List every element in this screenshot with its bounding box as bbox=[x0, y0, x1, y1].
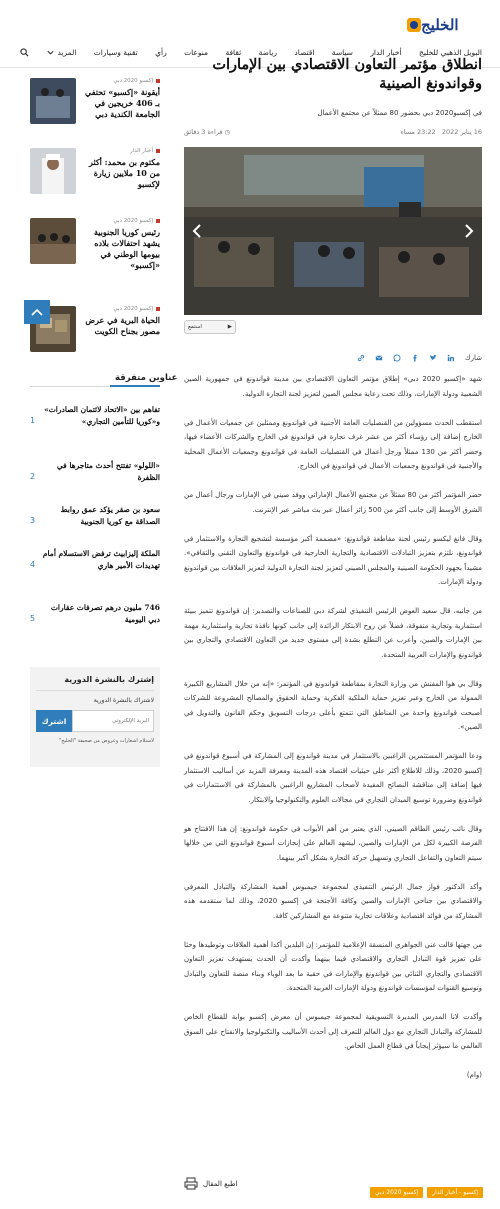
related-number: 3 bbox=[30, 516, 36, 525]
article-paragraph: من جانبه، قال سعيد العوض الرئيس التنفيذي لشركة دبي للصناعات والتصدير: إن قواندونغ تتميز ببيئة استثمارية وتجارية متفوقة، فضلاً عن روح الابتكار الرائدة إلى جانب كونها نافذة تجارية واستثمارية مهمة بين الإمارات والصين، وأعرب عن التطلع بشدة إلى مستوى جديد من التعاون الاقتصادي والتجاري بين قواندونغ والإمارات العربية المتحدة. bbox=[184, 607, 482, 659]
sidebar-category bbox=[82, 306, 160, 312]
nav-item-golden-owl[interactable]: البويل الذهبي للخليج bbox=[418, 47, 482, 57]
tag-expo-dar-news[interactable]: إكسبو - أخبار الدار bbox=[427, 1187, 483, 1198]
article-meta bbox=[184, 128, 482, 136]
whatsapp-icon[interactable] bbox=[393, 354, 401, 362]
sidebar-thumbnail bbox=[30, 218, 76, 264]
print-article-button[interactable] bbox=[184, 1177, 237, 1190]
related-heading: عناوين متفرقة bbox=[115, 373, 178, 383]
article-source: (وام) bbox=[466, 1071, 482, 1079]
play-icon: ▶ bbox=[227, 324, 232, 330]
article-time: 23:22 مساء bbox=[400, 128, 436, 136]
related-item[interactable] bbox=[30, 460, 160, 500]
nav-item-sports[interactable]: رياضة bbox=[258, 47, 277, 57]
article-paragraph: حضر المؤتمر أكثر من 80 ممثلاً عن مجتمع الأعمال الإماراتي ووفد صيني في الإمارات ورجال أعمال من الشرق الأوسط إلى جانب أكثر من 500 زائر أعمال عبر بث مباشر عبر الإنترنت. bbox=[184, 491, 482, 514]
listen-button[interactable] bbox=[184, 320, 236, 334]
sidebar-article[interactable] bbox=[30, 78, 160, 148]
newsletter-box bbox=[30, 667, 160, 767]
site-logo[interactable] bbox=[404, 12, 484, 38]
article-paragraph: ودعا المؤتمر المستثمرين الراغبين بالاستثمار في مدينة قواندونغ إلى المشاركة في أسبوع قواندونغ في إكسبو 2020، وذلك للاطلاع أكثر على حيثيات اقتصاد هذه المدينة ومعرفة المزيد عن أساليب الاستثمار فيها إضافة إلى مناقشة النصائح المفيدة لأصحاب المشاريع الراغبين بالمشاركة في الاستثمارات في قواندونغ وضرورة توسيع الميدان التجاري في مجالات العلوم والتكنولوجيا والابتكار. bbox=[184, 752, 482, 804]
sidebar-category-label: إكسبو 2020 دبي bbox=[113, 78, 153, 84]
article-tags bbox=[370, 1187, 483, 1198]
article-paragraph: من جهتها قالت غني الجواهري المنسقة الإعلامية للمؤتمر: إن البلدين أكدا أهمية العلاقات وتوطيدها وحثا على تعزيز قوة التبادل التجاري والاقتصادي فيما بينهما وأكدت أن الحدث يستهدف تعزيز التعاون الاقتصادي والتجاري الثنائي بين قواندونغ والإمارات في حقبة ما بعد الوباء وبناء منصة للتعاون والتبادل وتوسيع القنوات لمؤسسات قواندونغ ودولة الإمارات العربية المتحدة. bbox=[184, 940, 482, 992]
related-item[interactable] bbox=[30, 548, 160, 588]
article-hero-image[interactable] bbox=[184, 147, 482, 315]
link-icon[interactable] bbox=[357, 354, 365, 362]
logo-text: الخليج bbox=[421, 16, 459, 34]
nav-item-politics[interactable]: سياسة bbox=[331, 47, 353, 57]
chevron-down-icon bbox=[46, 48, 55, 57]
sidebar-category bbox=[82, 148, 160, 154]
facebook-icon[interactable] bbox=[411, 354, 419, 362]
related-number: 4 bbox=[30, 560, 36, 569]
article-lead: في إكسبو2020 دبي بحضور 80 ممثلاً عن مجتمع الأعمال bbox=[317, 109, 482, 117]
related-number: 1 bbox=[30, 416, 36, 425]
logo-icon bbox=[407, 18, 421, 32]
sidebar-category bbox=[82, 78, 160, 84]
category-marker-icon bbox=[156, 307, 160, 311]
twitter-icon[interactable] bbox=[429, 354, 437, 362]
newsletter-email-input[interactable] bbox=[72, 710, 154, 732]
sidebar-title: أيقونة «إكسبو» تحتفي بـ 406 خريجين في الجامعة الكندية دبي bbox=[85, 87, 160, 119]
nav-item-more[interactable] bbox=[46, 48, 76, 57]
chevron-up-icon bbox=[31, 308, 43, 316]
sidebar-category-label: إكسبو 2020 دبي bbox=[113, 306, 153, 312]
print-label: اطبع المقال bbox=[203, 1179, 238, 1188]
article-paragraph: شهد «إكسبو 2020 دبي» إطلاق مؤتمر التعاون الاقتصادي بين مدينة قواندونغ في جمهورية الصين الشعبية ودولة الإمارات، وذلك تحت رعاية مجلس الصين لتعزيز لجنة التجارة الدولية. bbox=[184, 375, 483, 398]
related-title: 746 مليون درهم تصرفات عقارات دبي اليومية bbox=[50, 603, 160, 624]
read-time bbox=[184, 128, 230, 136]
newsletter-subscribe-button[interactable]: اشترك bbox=[36, 710, 72, 732]
email-icon[interactable] bbox=[375, 354, 383, 362]
article-paragraph: وقال نائب رئيس الطاقم الصيني، الذي يعتبر من أهم الأبواب في حكومة قواندونغ: إن هذا الافتتاح هو الفرصة الكبيرة لكل من الإمارات والصين، ليشهد العالم على إنجازات أسبوع قواندونغ التي من خلالها سيتم التعاون والتفاعل التجاري وتسهيل حركة التجارة بشكل أكبر بينهما. bbox=[184, 824, 482, 862]
search-icon[interactable] bbox=[20, 48, 29, 57]
article-paragraph: استقطب الحدث مسؤولين من القنصليات العامة الأجنبية في قواندونغ وممثلين عن جمعيات الأعمال في الخارج إضافة إلى رؤساء أكثر من عشر غرف تجارة في قواندونغ في الخارج والشركات الأعضاء فيها، وحضر أكثر من 130 ممثلاً ورجل أعمال في القنصليات العامة في قواندونغ وجمعيات الأعمال المحلية والأجنبية في قواندونغ وجمعيات الأعمال في قواندونغ في الخارج. bbox=[184, 418, 482, 470]
scroll-to-top-button[interactable] bbox=[24, 300, 50, 324]
related-title: الملكة إليزابيث ترفض الاستسلام أمام تهديدات الأمير هاري bbox=[42, 549, 160, 570]
nav-item-variety[interactable]: منوعات bbox=[184, 47, 209, 57]
article-header bbox=[184, 55, 482, 136]
sidebar-thumbnail bbox=[30, 148, 76, 194]
sidebar-article[interactable] bbox=[30, 148, 160, 218]
sidebar-text bbox=[82, 148, 160, 190]
sidebar-category-label: إكسبو 2020 دبي bbox=[113, 218, 153, 224]
article-title bbox=[184, 55, 482, 98]
category-marker-icon bbox=[156, 79, 160, 83]
related-item[interactable] bbox=[30, 404, 160, 444]
linkedin-icon[interactable] bbox=[447, 354, 455, 362]
sidebar-category-label: أخبار الدار bbox=[130, 148, 153, 154]
nav-item-opinion[interactable]: رأي bbox=[155, 47, 167, 57]
nav-item-tech-cars[interactable]: تقنية وسيارات bbox=[93, 47, 138, 57]
conference-photo bbox=[184, 147, 482, 315]
nav-item-dar-news[interactable]: أخبار الدار bbox=[370, 47, 402, 57]
category-marker-icon bbox=[156, 149, 160, 153]
sidebar-title: الحياة البرية في عرض مصور بجناح الكويت bbox=[85, 315, 160, 336]
article-body bbox=[184, 372, 482, 1097]
article-paragraph: وقال بي هوا المفتش من وزارة التجارة بمقاطعة قواندونغ في المؤتمر: «إنه من خلال المشاريع الكبيرة الممولة من الخارج وعبر تعزيز حماية الملكية الفكرية وحماية الحقوق والمصالح المشروعة للشركات أصبحت قواندونغ واحدة من المناطق التي تتمتع بأعلى درجات التسويق وحكم القانون والتدويل في الصين». bbox=[184, 679, 482, 731]
nav-item-economy[interactable]: اقتصاد bbox=[294, 47, 315, 57]
article-datetime bbox=[401, 128, 482, 136]
related-title: تفاهم بين «الاتحاد لائتمان الصادرات» و«كوريا للتأمين التجاري» bbox=[44, 405, 160, 426]
sidebar-text bbox=[82, 78, 160, 120]
related-number: 2 bbox=[30, 472, 36, 481]
article-paragraph: وأكد الدكتور فواز جمال الرئيس التنفيذي لمجموعة جيمبوس أهمية المشاركة والتبادل المعرفي والاقتصادي بين جناحي الإمارات والصين وكافة الأجنحة في إكسبو 2020، وذلك لما ستقدمه هذه المشاركة من فوائد اقتصادية وعلاقات تجارية متنوعة مع المشاركين كافة. bbox=[184, 882, 482, 920]
sidebar-text bbox=[82, 218, 160, 271]
sidebar-title: رئيس كوريا الجنوبية يشهد احتفالات بلاده بيومها الوطني في «إكسبو» bbox=[93, 227, 160, 270]
category-marker-icon bbox=[156, 219, 160, 223]
newsletter-consent: لاستلام اشعارات وعروض من صحيفة "الخليج" bbox=[58, 738, 154, 744]
share-label: شارك bbox=[464, 354, 482, 362]
newsletter-subtitle: لاشتراك بالنشرة الدورية bbox=[93, 697, 154, 704]
printer-icon bbox=[184, 1177, 198, 1190]
read-time-label: قراءة 3 دقائق bbox=[184, 128, 223, 136]
sidebar-category bbox=[82, 218, 160, 224]
related-number: 5 bbox=[30, 614, 36, 623]
clock-icon: ◷ bbox=[224, 128, 231, 136]
article-title-line-2: وقواندونغ الصينية bbox=[379, 75, 482, 92]
sidebar-text bbox=[82, 306, 160, 337]
article-date: 16 يناير 2022 bbox=[441, 128, 482, 136]
related-title: «اللولو» تفتتح أحدث متاجرها في الظفرة bbox=[56, 461, 160, 482]
newsletter-title: إشترك بالنشرة الدورية bbox=[64, 675, 154, 684]
related-heading-divider bbox=[30, 386, 160, 387]
tag-expo-2020[interactable]: إكسبو 2020 دبي bbox=[370, 1187, 423, 1198]
sidebar-title: مكتوم بن محمد: أكثر من 10 ملايين زيارة لإكسبو bbox=[89, 157, 160, 189]
newsletter-divider bbox=[36, 690, 154, 691]
related-item[interactable] bbox=[30, 602, 160, 642]
article-paragraph: وأكدت لانا المدرس المديرة التسويقية لمجموعة جيمبوس أن معرض إكسبو بوابة للقطاع الخاص للمشاركة والتبادل التجاري مع دول العالم للتعرف إلى أحدث الأساليب والتكنولوجيا والانفتاح على السوق العالمي ما سيؤثر إيجاباً في قطاع العمل الخاص. bbox=[184, 1013, 482, 1050]
article-title-line-1: انطلاق مؤتمر التعاون الاقتصادي بين الإمارات bbox=[212, 56, 482, 73]
related-item[interactable] bbox=[30, 504, 160, 544]
nav-item-culture[interactable]: ثقافة bbox=[225, 47, 242, 57]
newsletter-form bbox=[36, 710, 154, 732]
related-title: سعود بن صقر يؤكد عمق روابط الصداقة مع كوريا الجنوبية bbox=[60, 505, 160, 526]
divider-accent bbox=[110, 385, 160, 387]
sidebar-article[interactable] bbox=[30, 218, 160, 288]
article-paragraph: وقال فانغ ليكسو رئيس لجنة مقاطعة قواندونغ: «مصممة أكبر مؤسسة لتشجيع التجارة والاستثمار في قواندونغ، نلتزم بتعزيز التبادلات الاقتصادية والتجارية الخارجية في قواندونغ والتعاون التقني والثقافي». مشيداً بجهود الحكومة الصينية والمجلس الصيني لتعزيز لجنة التجارة الدولية لتعزيز العلاقات بين قواندونغ ودولة الإمارات. bbox=[184, 534, 482, 586]
sidebar-thumbnail bbox=[30, 78, 76, 124]
listen-label: استمع bbox=[188, 324, 202, 330]
nav-more-label: المزيد bbox=[57, 47, 77, 57]
share-bar bbox=[354, 352, 482, 364]
